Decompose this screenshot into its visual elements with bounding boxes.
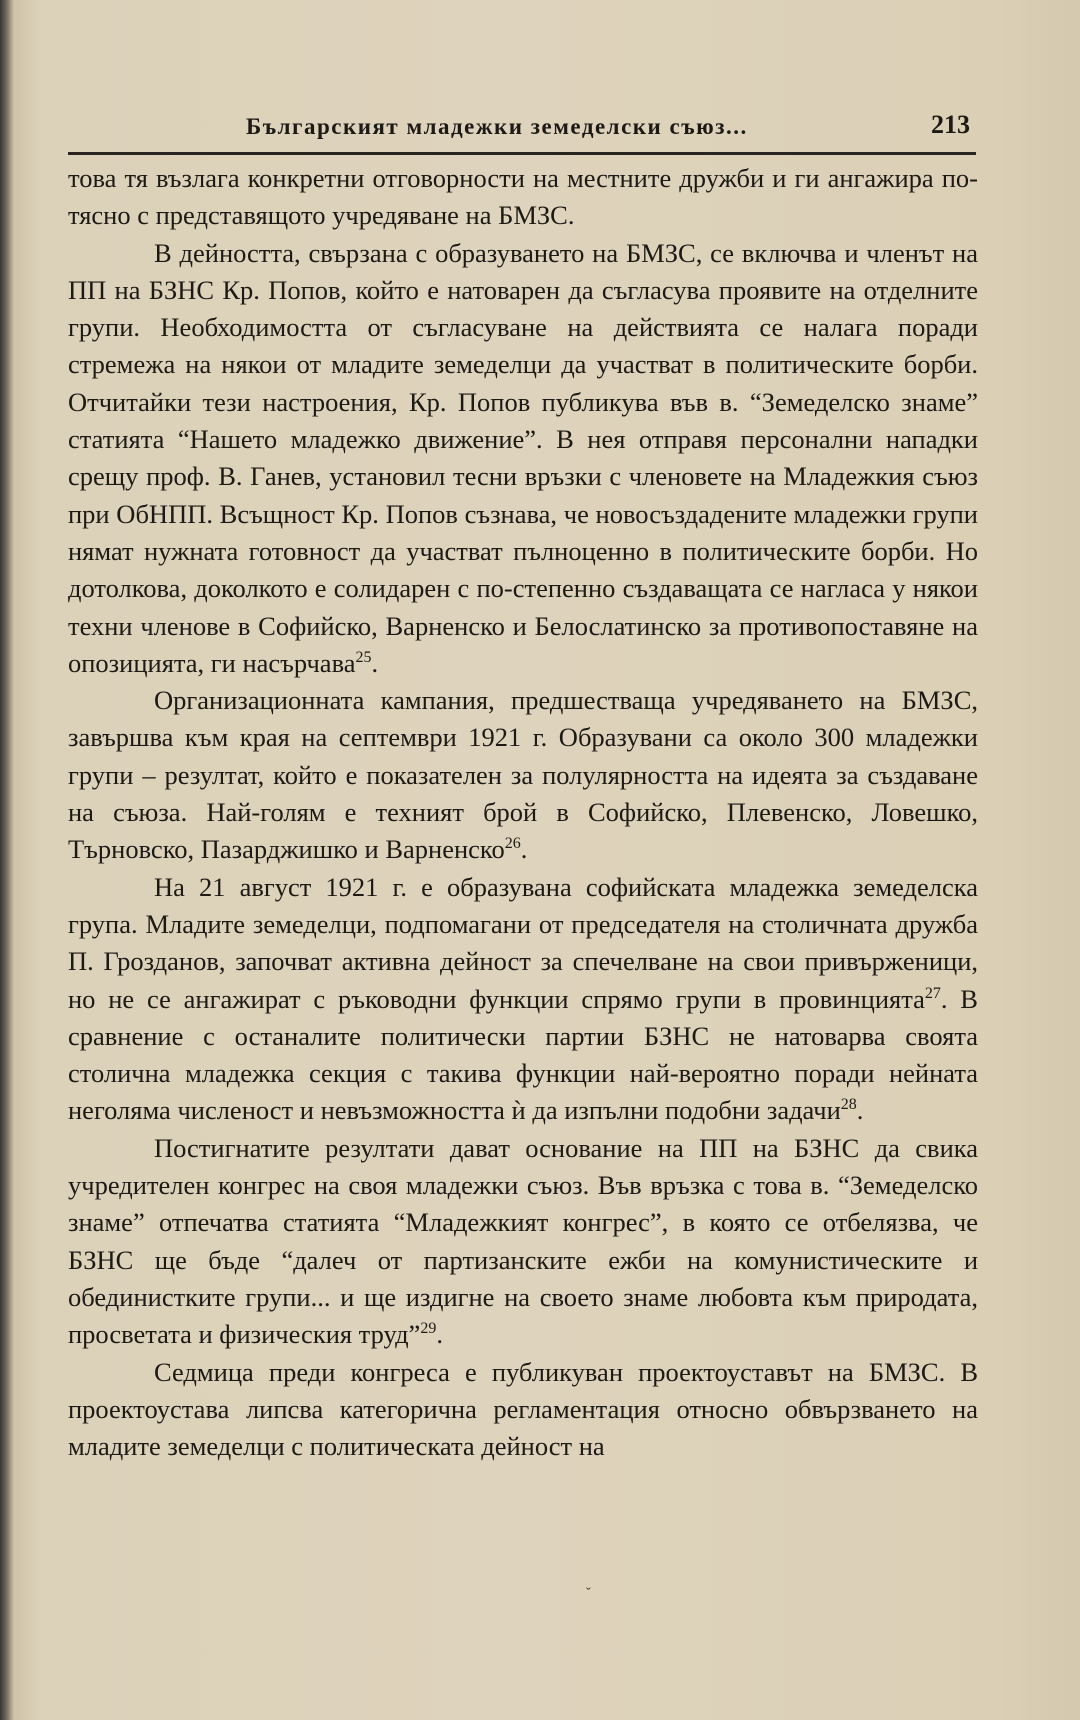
body-text (68, 160, 978, 1465)
footnote-ref-29: 29 (420, 1320, 437, 1338)
page-number: 213 (931, 110, 970, 139)
paragraph-2: В дейността, свързана с образуването на БМЗС, се включва и членът на ПП на БЗНС Кр. Попов, който е натоварен да съгласува проявите на отделните групи. Необходимостта от съгласуване на действията се налага поради стремежа на някои от младите земеделци да участват в политическите борби. Отчитайки тези настроения, Кр. Попов публикува във в. “Земеделско знаме” статията “Нашето младежко движение”. В нея отправя персонални нападки срещу проф. В. Ганев, установил тесни връзки с членовете на Младежкия съюз при ОбНПП. Всъщност Кр. Попов съзнава, че новосъздадените младежки групи нямат нужната готовност да участват пълноценно в политическите борби. Но дотолкова, доколкото е солидарен с по-степенно създаващата се нагласа у някои техни членове в Софийско, Варненско и Белослатинско за противопоставяне на опозицията, ги насърчава$^{25}$. (68, 237, 978, 678)
paragraph-6: Седмица преди конгреса е публикуван проектоуставът на БМЗС. В проектоустава липсва категорична регламентация относно обвързването на младите земеделци с политическата дейност на (68, 1356, 978, 1462)
paragraph-4: На 21 август 1921 г. е образувана софийската младежка земеделска група. Младите земеделци, подпомагани от председателя на столичната дружба П. Грозданов, започват активна дейност за спечелване на свои привърженици, но не се ангажират с ръководни функции спрямо групи в провинцията$^{27}$. В сравнение с останалите политически партии БЗНС не натоварва своята столична младежка секция с такива функции най-вероятно поради нейната неголяма численост и невъзможността ѝ да изпълни подобни задачи$^{28}$. (68, 871, 978, 1126)
paragraph-1: това тя възлага конкретни отговорности на местните дружби и ги ангажира по-тясно с представящото учредяване на БМЗС. (68, 163, 978, 231)
footnote-ref-27: 27 (924, 984, 941, 1002)
footnote-ref-28: 28 (840, 1096, 857, 1114)
page-header (68, 108, 976, 155)
print-mark: ˇ (586, 1586, 591, 1601)
footnote-ref-26: 26 (504, 835, 521, 853)
paragraph-3: Организационната кампания, предшестваща учредяването на БМЗС, завършва към края на септември 1921 г. Образувани са около 300 младежки групи – резултат, който е показателен за полулярността на идеята за създаване на съюза. Най-голям е техният брой в Софийско, Плевенско, Ловешко, Търновско, Пазарджишко и Варненско$^{26}$. (68, 685, 978, 865)
paragraph-5: Постигнатите резултати дават основание на ПП на БЗНС да свика учредителен конгрес на своя младежки съюз. Във връзка с това в. “Земеделско знаме” отпечатва статията “Младежкият конгрес”, в която се отбелязва, че БЗНС ще бъде “далеч от партизанските ежби на комунистическите и обединистките групи... и ще издигне на своето знаме любовта към природата, просветата и физическия труд”$^{29}$. (68, 1132, 978, 1350)
running-title: Българският младежки земеделски съюз... (246, 114, 748, 139)
footnote-ref-25: 25 (355, 649, 372, 667)
